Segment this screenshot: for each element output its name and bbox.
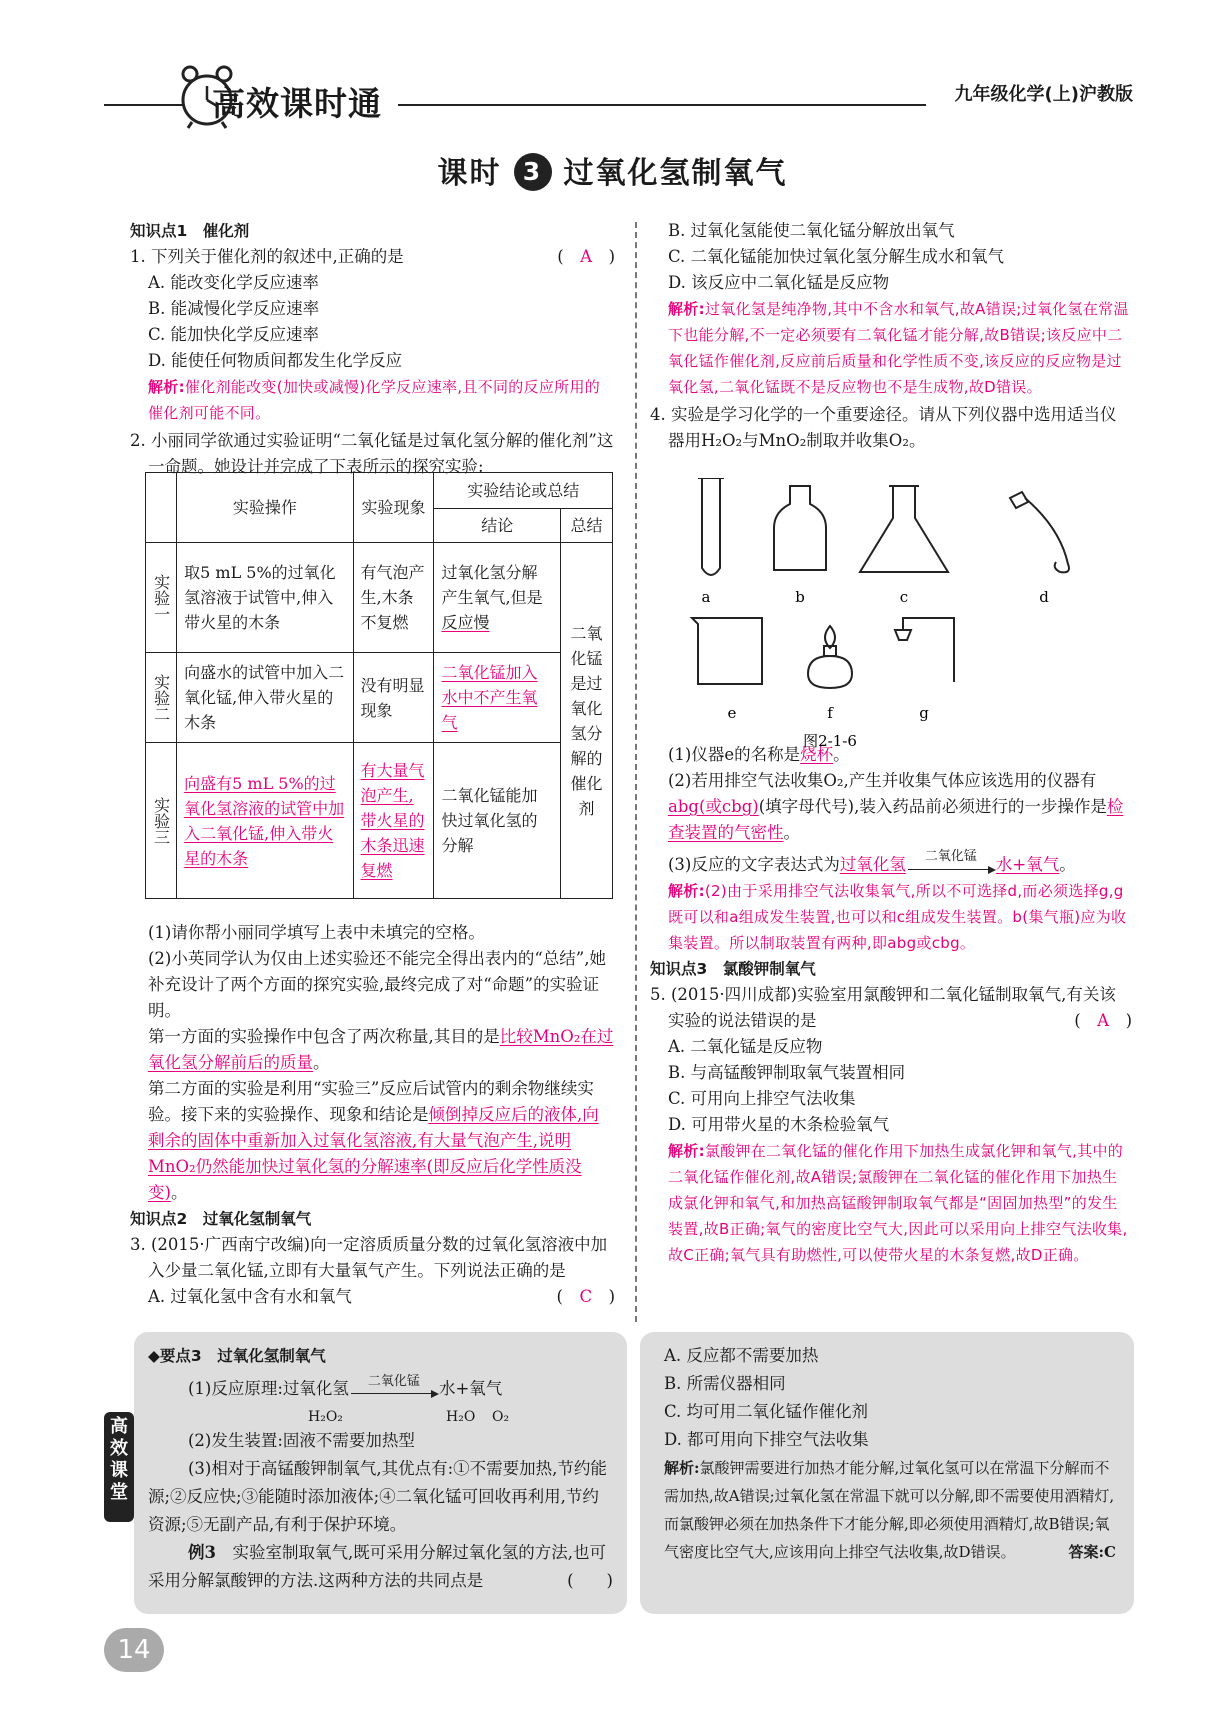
q5-option-d: D. 可用带火星的木条检验氧气 <box>668 1115 890 1134</box>
reaction-arrow-2: 二氧化锰 <box>351 1374 437 1394</box>
q5-answer: ( A ) <box>1074 1011 1132 1030</box>
ex-option-a: A. 反应都不需要加热 <box>664 1346 819 1365</box>
exp1-phenomenon: 有气泡产生,木条不复燃 <box>353 543 434 653</box>
side-tab: 高效课堂 <box>104 1412 134 1522</box>
knowledge-point-1: 知识点1 催化剂 <box>130 222 250 240</box>
exp2-phenomenon: 没有明显现象 <box>353 653 434 743</box>
lesson-title <box>0 148 1225 194</box>
lesson-name: 过氧化氢制氧气 <box>563 156 788 191</box>
header-rule-right <box>398 104 926 106</box>
knowledge-point-3: 知识点3 氯酸钾制氧气 <box>650 960 816 978</box>
ex-answer: 答案:C <box>1068 1543 1116 1561</box>
q2-part2: (2)小英同学认为仅由上述实验还不能完全得出表内的“总结”,她补充设计了两个方面的探究实验,最终完成了对“命题”的实验证明。 <box>148 949 606 1020</box>
q3-solution: 解析:过氧化氢是纯净物,其中不含水和氧气,故A错误;过氧化氢在常温下也能分解,不一定必须要有二氧化锰才能分解,故B错误;该反应中二氧化锰作催化剂,反应前后质量和化学性质不变,该反应的反应物是过氧化氢,二氧化锰既不是反应物也不是生成物,故D错误。 <box>668 300 1129 396</box>
q1-stem: 1. 下列关于催化剂的叙述中,正确的是 ( A ) <box>130 244 615 270</box>
exp1-conclusion: 过氧化氢分解产生氧气,但是反应慢 <box>434 543 561 653</box>
q2-stem: 2. 小丽同学欲通过实验证明“二氧化锰是过氧化氢分解的催化剂”这一命题。她设计并完成了下表所示的探究实验: <box>130 431 614 476</box>
q4-part1: (1)仪器e的名称是烧杯。 <box>668 745 850 764</box>
q4-solution: 解析:(2)由于采用排空气法收集氧气,所以不可选择d,而必须选择g,g既可以和a组成发生装置,也可以和c组成发生装置。b(集气瓶)应为收集装置。所以制取装置有两种,即abg或cbg。 <box>668 882 1127 952</box>
fig-label-e: e <box>727 704 737 722</box>
column-divider <box>635 222 637 1322</box>
left-column-lower <box>130 920 615 1310</box>
exp3-conclusion: 二氧化锰能加快过氧化氢的分解 <box>434 743 561 899</box>
test-tube-icon <box>698 478 724 575</box>
q2-part4: 第二方面的实验是利用“实验三”反应后试管内的剩余物继续实验。接下来的实验操作、现象和结论是倾倒掉反应后的液体,向剩余的固体中重新加入过氧化氢溶液,有大量气泡产生,说明MnO₂仍然能加快过氧化氢的分解速率(即反应后化学性质没变)。 <box>148 1079 599 1202</box>
q5-solution: 解析:氯酸钾在二氧化锰的催化作用下加热生成氯化钾和氧气,其中的二氧化锰作催化剂,故A错误;氯酸钾在二氧化锰的催化作用下加热生成氯化钾和氧气,和加热高锰酸钾制取氧气都是“固固加热型”的发生装置,故B正确;氧气的密度比空气大,因此可以采用向上排空气法收集,故C正确;氧气具有助燃性,可以使带火星的木条复燃,故D正确。 <box>668 1142 1128 1264</box>
fig-label-a: a <box>701 588 711 606</box>
knowledge-point-2: 知识点2 过氧化氢制氧气 <box>130 1210 312 1228</box>
right-column-lower <box>650 742 1132 1268</box>
q1-answer: ( A ) <box>557 247 615 266</box>
q1-solution: 解析:催化剂能改变(加快或减慢)化学反应速率,且不同的反应所用的催化剂可能不同。 <box>148 378 601 422</box>
fig-caption: 图2-1-6 <box>803 732 857 750</box>
alcohol-lamp-icon <box>808 626 852 688</box>
exp2-operation: 向盛水的试管中加入二氧化锰,伸入带火星的木条 <box>177 653 353 743</box>
row-label-3: 实验三 <box>146 743 177 899</box>
key-point-heading: ◆要点3 过氧化氢制氧气 <box>148 1347 326 1365</box>
example-3: 例3 实验室制取氧气,既可采用分解过氧化氢的方法,也可采用分解氯酸钾的方法.这两种方法的共同点是 ( ) <box>148 1543 613 1590</box>
page-number: 14 <box>104 1628 164 1672</box>
advantages: (3)相对于高锰酸钾制氧气,其优点有:①不需要加热,节约能源;②反应快;③能随时添加液体;④二氧化锰可回收再利用,节约资源;⑤无副产品,有利于保护环境。 <box>148 1459 607 1534</box>
gas-jar-icon <box>774 486 826 570</box>
q1-option-a: A. 能改变化学反应速率 <box>148 273 319 292</box>
summary-cell: 二氧化锰是过氧化氢分解的催化剂 <box>561 543 613 899</box>
table-corner <box>146 473 177 543</box>
q1-option-b: B. 能减慢化学反应速率 <box>148 299 320 318</box>
exp2-conclusion: 二氧化锰加入水中不产生氧气 <box>434 653 561 743</box>
header-summary: 总结 <box>561 509 613 543</box>
q3-option-b: B. 过氧化氢能使二氧化锰分解放出氧气 <box>668 221 955 240</box>
q3-option-a: A. 过氧化氢中含有水和氧气 <box>148 1287 352 1306</box>
conical-flask-icon <box>860 486 948 572</box>
ex-option-c: C. 均可用二氧化锰作催化剂 <box>664 1402 869 1421</box>
q2-part4-answer: 倾倒掉反应后的液体,向剩余的固体中重新加入过氧化氢溶液,有大量气泡产生,说明MnO₂仍然能加快过氧化氢的分解速率(即反应后化学性质没变) <box>148 1105 599 1202</box>
q4-part3: (3)反应的文字表达式为过氧化氢 二氧化锰 水+氧气。 <box>668 849 1076 874</box>
key-point-box <box>134 1332 627 1614</box>
q3-answer: ( C ) <box>556 1287 615 1306</box>
exp3-phenomenon: 有大量气泡产生,带火星的木条迅速复燃 <box>353 743 434 899</box>
q4-stem: 4. 实验是学习化学的一个重要途径。请从下列仪器中选用适当仪器用H₂O₂与MnO₂制取并收集O₂。 <box>650 405 1117 450</box>
apparatus-type: (2)发生装置:固液不需要加热型 <box>188 1431 415 1450</box>
reaction-principle: (1)反应原理:过氧化氢 二氧化锰 水+氧气 <box>188 1374 503 1398</box>
brand-title: 高效课时通 <box>212 84 382 123</box>
q2-part1: (1)请你帮小丽同学填写上表中未填完的空格。 <box>148 923 485 942</box>
exp1-conclusion-answer: 反应慢 <box>441 613 490 632</box>
q3-option-d: D. 该反应中二氧化锰是反应物 <box>668 273 890 292</box>
q5-option-b: B. 与高锰酸钾制取氧气装置相同 <box>668 1063 906 1082</box>
fig-label-g: g <box>919 704 929 722</box>
q5-option-a: A. 二氧化锰是反应物 <box>668 1037 823 1056</box>
right-column <box>650 218 1132 454</box>
experiment-table <box>145 472 613 899</box>
beaker-icon <box>692 618 762 684</box>
header-operation: 实验操作 <box>177 473 353 543</box>
q3-option-c: C. 二氧化锰能加快过氧化氢分解生成水和氧气 <box>668 247 1005 266</box>
q3-stem: 3. (2015·广西南宁改编)向一定溶质质量分数的过氧化氢溶液中加入少量二氧化锰,立即有大量氧气产生。下列说法正确的是 ( C ) <box>130 1232 615 1284</box>
header-conclusion: 结论 <box>434 509 561 543</box>
exp1-operation: 取5 mL 5%的过氧化氢溶液于试管中,伸入带火星的木条 <box>177 543 353 653</box>
row-label-2: 实验二 <box>146 653 177 743</box>
formula-row: H₂O₂ H₂O O₂ <box>308 1409 510 1425</box>
row-label-1: 实验一 <box>146 543 177 653</box>
example-solution-box <box>640 1332 1134 1614</box>
ex-option-b: B. 所需仪器相同 <box>664 1374 786 1393</box>
left-column <box>130 218 615 480</box>
fig-label-b: b <box>795 588 805 606</box>
stopper-tube-icon <box>1010 492 1069 572</box>
delivery-tube-icon <box>895 618 954 682</box>
exp3-operation: 向盛有5 mL 5%的过氧化氢溶液的试管中加入二氧化锰,伸入带火星的木条 <box>177 743 353 899</box>
lesson-number: 3 <box>514 153 552 191</box>
q1-option-d: D. 能使任何物质间都发生化学反应 <box>148 351 403 370</box>
header-phenomenon: 实验现象 <box>353 473 434 543</box>
ex-solution: 解析:氯酸钾需要进行加热才能分解,过氧化氢可以在常温下分解而不需加热,故A错误;过氧化氢在常温下就可以分解,即不需要使用酒精灯,而氯酸钾必须在加热条件下才能分解,即必须使用酒精灯,故B错误;氧气密度比空气大,应该用向上排空气法收集,故D错误。 答案:C <box>664 1454 1116 1566</box>
fig-label-f: f <box>827 704 833 722</box>
book-title: 九年级化学(上)沪教版 <box>954 84 1133 105</box>
header-rule-left <box>104 104 184 106</box>
ex-option-d: D. 都可用向下排空气法收集 <box>664 1430 869 1449</box>
q5-stem: 5. (2015·四川成都)实验室用氯酸钾和二氧化锰制取氧气,有关该实验的说法错误的是 ( A ) <box>650 982 1132 1034</box>
reaction-arrow: 二氧化锰 <box>908 850 994 870</box>
q5-option-c: C. 可用向上排空气法收集 <box>668 1089 856 1108</box>
fig-label-c: c <box>899 588 909 606</box>
q2-part3-answer: 比较MnO₂在过氧化氢分解前后的质量 <box>148 1027 614 1072</box>
q1-option-c: C. 能加快化学反应速率 <box>148 325 320 344</box>
lesson-prefix: 课时 <box>437 156 502 191</box>
q4-part2: (2)若用排空气法收集O₂,产生并收集气体应该选用的仪器有abg(或cbg)(填字母代号),装入药品前必须进行的一步操作是检查装置的气密性。 <box>668 771 1124 842</box>
q2-part3: 第一方面的实验操作中包含了两次称量,其目的是比较MnO₂在过氧化氢分解前后的质量。 <box>148 1027 614 1072</box>
apparatus-figure <box>680 478 1140 758</box>
header-conclusion-summary: 实验结论或总结 <box>434 473 613 509</box>
fig-label-d: d <box>1039 588 1049 606</box>
